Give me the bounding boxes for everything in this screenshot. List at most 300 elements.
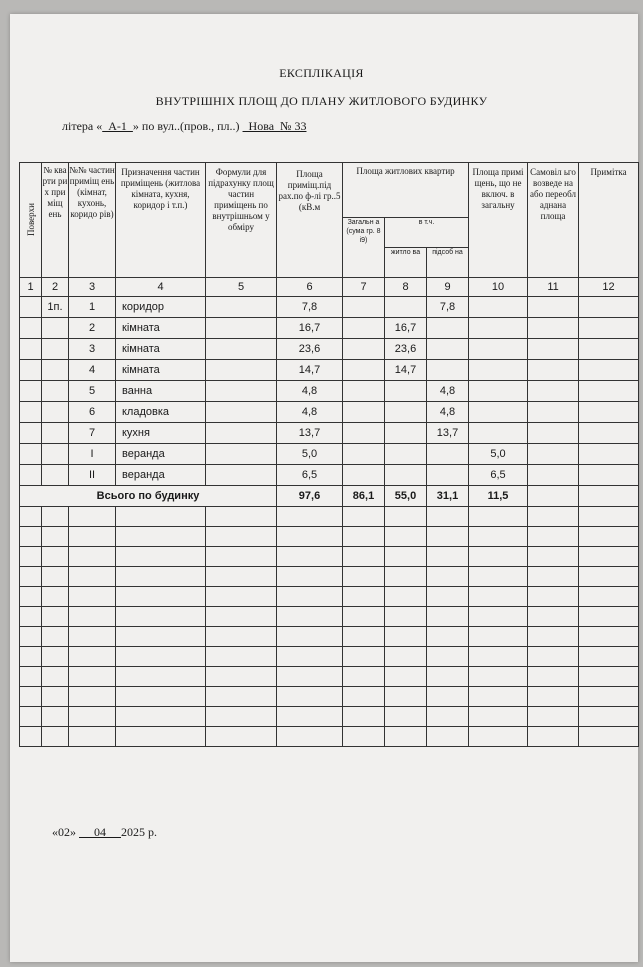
empty-cell [116, 507, 206, 527]
empty-cell [469, 507, 528, 527]
col-number: 10 [469, 278, 528, 297]
cell-note [579, 318, 639, 339]
cell-auxiliary-area [427, 339, 469, 360]
cell-room-no: 7 [69, 423, 116, 444]
empty-cell [277, 567, 343, 587]
totals-total: 86,1 [343, 486, 385, 507]
empty-cell [528, 587, 579, 607]
empty-cell [343, 567, 385, 587]
empty-cell [69, 627, 116, 647]
cell-area: 4,8 [277, 381, 343, 402]
empty-cell [385, 547, 427, 567]
empty-cell [116, 707, 206, 727]
cell-excluded-area [469, 423, 528, 444]
empty-cell [206, 507, 277, 527]
empty-cell [469, 607, 528, 627]
cell-total-area [343, 297, 385, 318]
empty-cell [69, 507, 116, 527]
cell-room-no: I [69, 444, 116, 465]
cell-total-area [343, 423, 385, 444]
empty-cell [20, 547, 42, 567]
cell-total-area [343, 444, 385, 465]
header-auxiliary-area: підсоб на [427, 248, 469, 278]
empty-cell [69, 567, 116, 587]
empty-cell [277, 547, 343, 567]
cell-formula [206, 381, 277, 402]
cell-formula [206, 318, 277, 339]
empty-cell [20, 567, 42, 587]
empty-cell [20, 707, 42, 727]
empty-cell [427, 727, 469, 747]
cell-floor [20, 318, 42, 339]
cell-purpose: кімната [116, 318, 206, 339]
cell-total-area [343, 402, 385, 423]
cell-room-no: 1 [69, 297, 116, 318]
empty-cell [343, 507, 385, 527]
litera-line [62, 119, 306, 134]
totals-auxiliary: 31,1 [427, 486, 469, 507]
date-year: 2025 р. [121, 825, 157, 839]
empty-cell [343, 667, 385, 687]
empty-cell [427, 587, 469, 607]
table-row [20, 444, 639, 465]
empty-cell [116, 567, 206, 587]
cell-room-no: 3 [69, 339, 116, 360]
empty-cell [385, 687, 427, 707]
empty-row [20, 587, 639, 607]
empty-cell [206, 627, 277, 647]
empty-cell [116, 667, 206, 687]
empty-cell [579, 627, 639, 647]
empty-cell [42, 527, 69, 547]
empty-cell [277, 607, 343, 627]
table-row [20, 339, 639, 360]
empty-cell [277, 707, 343, 727]
empty-cell [42, 627, 69, 647]
cell-floor [20, 444, 42, 465]
table-row [20, 360, 639, 381]
cell-excluded-area [469, 297, 528, 318]
empty-cell [116, 547, 206, 567]
header-area: Площа приміщ.під рах.по ф-лі гр..5 (кВ.м [277, 163, 343, 278]
cell-self-built [528, 318, 579, 339]
cell-room-no: II [69, 465, 116, 486]
cell-self-built [528, 381, 579, 402]
col-number: 9 [427, 278, 469, 297]
cell-area: 6,5 [277, 465, 343, 486]
empty-cell [20, 687, 42, 707]
totals-self-built [528, 486, 579, 507]
empty-cell [427, 647, 469, 667]
empty-cell [42, 667, 69, 687]
empty-cell [69, 547, 116, 567]
totals-label: Всього по будинку [20, 486, 277, 507]
empty-row [20, 627, 639, 647]
empty-cell [277, 727, 343, 747]
table-row [20, 465, 639, 486]
empty-cell [427, 507, 469, 527]
table-row [20, 318, 639, 339]
empty-cell [343, 547, 385, 567]
empty-cell [528, 627, 579, 647]
empty-cell [343, 627, 385, 647]
cell-self-built [528, 465, 579, 486]
cell-purpose: кімната [116, 360, 206, 381]
cell-excluded-area: 5,0 [469, 444, 528, 465]
empty-cell [116, 627, 206, 647]
cell-excluded-area: 6,5 [469, 465, 528, 486]
empty-row [20, 687, 639, 707]
header-room-no: №№ частин приміщ ень (кімнат, кухонь, коридо рів) [69, 163, 116, 278]
cell-self-built [528, 297, 579, 318]
empty-cell [427, 687, 469, 707]
cell-formula [206, 297, 277, 318]
cell-auxiliary-area [427, 318, 469, 339]
empty-cell [277, 627, 343, 647]
empty-row [20, 507, 639, 527]
empty-cell [42, 707, 69, 727]
cell-living-area [385, 381, 427, 402]
cell-living-area [385, 444, 427, 465]
empty-cell [20, 647, 42, 667]
empty-cell [116, 647, 206, 667]
cell-excluded-area [469, 402, 528, 423]
empty-cell [579, 587, 639, 607]
cell-note [579, 444, 639, 465]
cell-note [579, 423, 639, 444]
empty-cell [528, 727, 579, 747]
empty-cell [469, 587, 528, 607]
empty-cell [385, 727, 427, 747]
empty-cell [116, 727, 206, 747]
cell-flat-no [42, 381, 69, 402]
cell-total-area [343, 381, 385, 402]
cell-room-no: 4 [69, 360, 116, 381]
cell-purpose: ванна [116, 381, 206, 402]
empty-cell [427, 667, 469, 687]
empty-row [20, 707, 639, 727]
cell-formula [206, 360, 277, 381]
empty-cell [385, 567, 427, 587]
cell-purpose: веранда [116, 465, 206, 486]
empty-cell [579, 647, 639, 667]
col-number: 2 [42, 278, 69, 297]
totals-note [579, 486, 639, 507]
cell-area: 16,7 [277, 318, 343, 339]
empty-cell [469, 527, 528, 547]
empty-cell [528, 667, 579, 687]
empty-cell [206, 727, 277, 747]
cell-purpose: коридор [116, 297, 206, 318]
cell-floor [20, 465, 42, 486]
litera-value: А-1 [102, 119, 133, 133]
cell-excluded-area [469, 339, 528, 360]
empty-cell [343, 587, 385, 607]
empty-cell [385, 707, 427, 727]
empty-cell [20, 667, 42, 687]
cell-auxiliary-area: 13,7 [427, 423, 469, 444]
cell-flat-no: 1п. [42, 297, 69, 318]
header-living-area: житло ва [385, 248, 427, 278]
cell-flat-no [42, 318, 69, 339]
header-floors: Поверхи [20, 163, 42, 278]
empty-cell [469, 567, 528, 587]
empty-cell [469, 687, 528, 707]
cell-area: 23,6 [277, 339, 343, 360]
cell-note [579, 381, 639, 402]
empty-cell [343, 727, 385, 747]
empty-cell [579, 527, 639, 547]
cell-room-no: 6 [69, 402, 116, 423]
empty-cell [343, 707, 385, 727]
empty-cell [343, 647, 385, 667]
empty-cell [116, 587, 206, 607]
cell-floor [20, 423, 42, 444]
empty-row [20, 527, 639, 547]
cell-flat-no [42, 465, 69, 486]
empty-cell [579, 607, 639, 627]
empty-cell [206, 567, 277, 587]
cell-purpose: кладовка [116, 402, 206, 423]
header-purpose: Призначення частин приміщень (житлова кімната, кухня, коридор і т.п.) [116, 163, 206, 278]
document-title: ЕКСПЛІКАЦІЯ [279, 66, 364, 80]
empty-cell [206, 707, 277, 727]
empty-cell [42, 727, 69, 747]
empty-cell [277, 687, 343, 707]
cell-living-area [385, 465, 427, 486]
empty-cell [528, 687, 579, 707]
cell-living-area [385, 402, 427, 423]
cell-area: 13,7 [277, 423, 343, 444]
empty-cell [20, 607, 42, 627]
header-living-quarters: Площа житлових квартир [343, 163, 469, 218]
empty-cell [469, 727, 528, 747]
cell-purpose: кухня [116, 423, 206, 444]
empty-cell [385, 507, 427, 527]
header-formula: Формули для підрахунку площ частин приміщень по внутрішньом у обміру [206, 163, 277, 278]
empty-cell [206, 687, 277, 707]
empty-cell [528, 607, 579, 627]
empty-cell [343, 687, 385, 707]
totals-row [20, 486, 639, 507]
empty-cell [343, 607, 385, 627]
totals-excluded: 11,5 [469, 486, 528, 507]
date-month: 04 [94, 825, 106, 839]
cell-living-area [385, 423, 427, 444]
cell-floor [20, 402, 42, 423]
table-row [20, 381, 639, 402]
empty-cell [42, 567, 69, 587]
col-number: 7 [343, 278, 385, 297]
empty-cell [69, 727, 116, 747]
empty-row [20, 567, 639, 587]
empty-cell [427, 607, 469, 627]
cell-note [579, 465, 639, 486]
empty-row [20, 547, 639, 567]
empty-cell [277, 587, 343, 607]
empty-cell [206, 527, 277, 547]
empty-cell [116, 527, 206, 547]
empty-cell [385, 667, 427, 687]
cell-flat-no [42, 339, 69, 360]
cell-auxiliary-area [427, 360, 469, 381]
cell-area: 5,0 [277, 444, 343, 465]
empty-cell [469, 667, 528, 687]
col-number: 6 [277, 278, 343, 297]
totals-area: 97,6 [277, 486, 343, 507]
empty-cell [277, 527, 343, 547]
empty-cell [427, 707, 469, 727]
date-line [52, 825, 157, 840]
empty-cell [427, 627, 469, 647]
empty-cell [528, 527, 579, 547]
cell-area: 4,8 [277, 402, 343, 423]
empty-cell [42, 607, 69, 627]
table-row [20, 297, 639, 318]
empty-cell [469, 647, 528, 667]
empty-cell [206, 667, 277, 687]
empty-cell [528, 647, 579, 667]
cell-living-area [385, 297, 427, 318]
empty-cell [20, 507, 42, 527]
empty-cell [579, 727, 639, 747]
empty-cell [42, 547, 69, 567]
cell-auxiliary-area [427, 444, 469, 465]
cell-flat-no [42, 444, 69, 465]
col-number: 4 [116, 278, 206, 297]
street-name: Нова № 33 [242, 119, 307, 133]
cell-self-built [528, 402, 579, 423]
cell-formula [206, 402, 277, 423]
cell-living-area: 23,6 [385, 339, 427, 360]
empty-cell [206, 587, 277, 607]
table-row [20, 423, 639, 444]
col-number: 1 [20, 278, 42, 297]
cell-note [579, 360, 639, 381]
empty-cell [579, 667, 639, 687]
header-including: в т.ч. [385, 218, 469, 248]
cell-note [579, 402, 639, 423]
header-excluded-area: Площа примі щень, що не включ. в загальну [469, 163, 528, 278]
header-total-area: Загальн а (сума гр. 8 і9) [343, 218, 385, 278]
cell-total-area [343, 339, 385, 360]
cell-living-area: 16,7 [385, 318, 427, 339]
empty-cell [579, 547, 639, 567]
column-number-row [20, 278, 639, 297]
cell-floor [20, 381, 42, 402]
empty-cell [427, 567, 469, 587]
cell-formula [206, 465, 277, 486]
empty-cell [277, 507, 343, 527]
empty-cell [343, 527, 385, 547]
cell-purpose: кімната [116, 339, 206, 360]
col-number: 8 [385, 278, 427, 297]
cell-auxiliary-area [427, 465, 469, 486]
cell-formula [206, 339, 277, 360]
cell-auxiliary-area: 4,8 [427, 381, 469, 402]
cell-formula [206, 444, 277, 465]
cell-flat-no [42, 423, 69, 444]
empty-cell [528, 507, 579, 527]
empty-row [20, 727, 639, 747]
table-row [20, 402, 639, 423]
cell-room-no: 5 [69, 381, 116, 402]
cell-self-built [528, 360, 579, 381]
empty-cell [206, 607, 277, 627]
cell-floor [20, 297, 42, 318]
empty-cell [385, 587, 427, 607]
empty-row [20, 647, 639, 667]
empty-cell [579, 687, 639, 707]
col-number: 3 [69, 278, 116, 297]
cell-living-area: 14,7 [385, 360, 427, 381]
empty-cell [277, 667, 343, 687]
cell-total-area [343, 318, 385, 339]
empty-cell [277, 647, 343, 667]
cell-note [579, 339, 639, 360]
empty-cell [42, 507, 69, 527]
cell-area: 14,7 [277, 360, 343, 381]
document-subtitle: ВНУТРІШНІХ ПЛОЩ ДО ПЛАНУ ЖИТЛОВОГО БУДИНКУ [155, 94, 488, 108]
header-flat-no: № ква рти ри х при міщ ень [42, 163, 69, 278]
cell-note [579, 297, 639, 318]
empty-cell [42, 647, 69, 667]
empty-cell [20, 527, 42, 547]
empty-cell [469, 627, 528, 647]
empty-cell [579, 567, 639, 587]
empty-cell [69, 667, 116, 687]
empty-cell [469, 707, 528, 727]
cell-auxiliary-area: 7,8 [427, 297, 469, 318]
empty-cell [579, 707, 639, 727]
totals-living: 55,0 [385, 486, 427, 507]
explication-table [19, 162, 639, 747]
empty-cell [69, 587, 116, 607]
empty-cell [206, 547, 277, 567]
empty-cell [20, 627, 42, 647]
empty-cell [385, 647, 427, 667]
empty-cell [579, 507, 639, 527]
empty-cell [20, 727, 42, 747]
date-day: «02» [52, 825, 76, 839]
empty-cell [69, 707, 116, 727]
empty-cell [427, 547, 469, 567]
empty-cell [528, 547, 579, 567]
cell-room-no: 2 [69, 318, 116, 339]
cell-total-area [343, 360, 385, 381]
cell-excluded-area [469, 318, 528, 339]
cell-auxiliary-area: 4,8 [427, 402, 469, 423]
cell-area: 7,8 [277, 297, 343, 318]
empty-cell [42, 687, 69, 707]
col-number: 11 [528, 278, 579, 297]
empty-row [20, 607, 639, 627]
cell-self-built [528, 339, 579, 360]
empty-cell [528, 567, 579, 587]
cell-self-built [528, 444, 579, 465]
empty-cell [528, 707, 579, 727]
empty-cell [20, 587, 42, 607]
cell-self-built [528, 423, 579, 444]
col-number: 12 [579, 278, 639, 297]
empty-row [20, 667, 639, 687]
header-self-built: Самовіл ьго возведе на або переобл аднана площа [528, 163, 579, 278]
cell-flat-no [42, 360, 69, 381]
empty-cell [69, 647, 116, 667]
col-number: 5 [206, 278, 277, 297]
cell-excluded-area [469, 360, 528, 381]
cell-total-area [343, 465, 385, 486]
